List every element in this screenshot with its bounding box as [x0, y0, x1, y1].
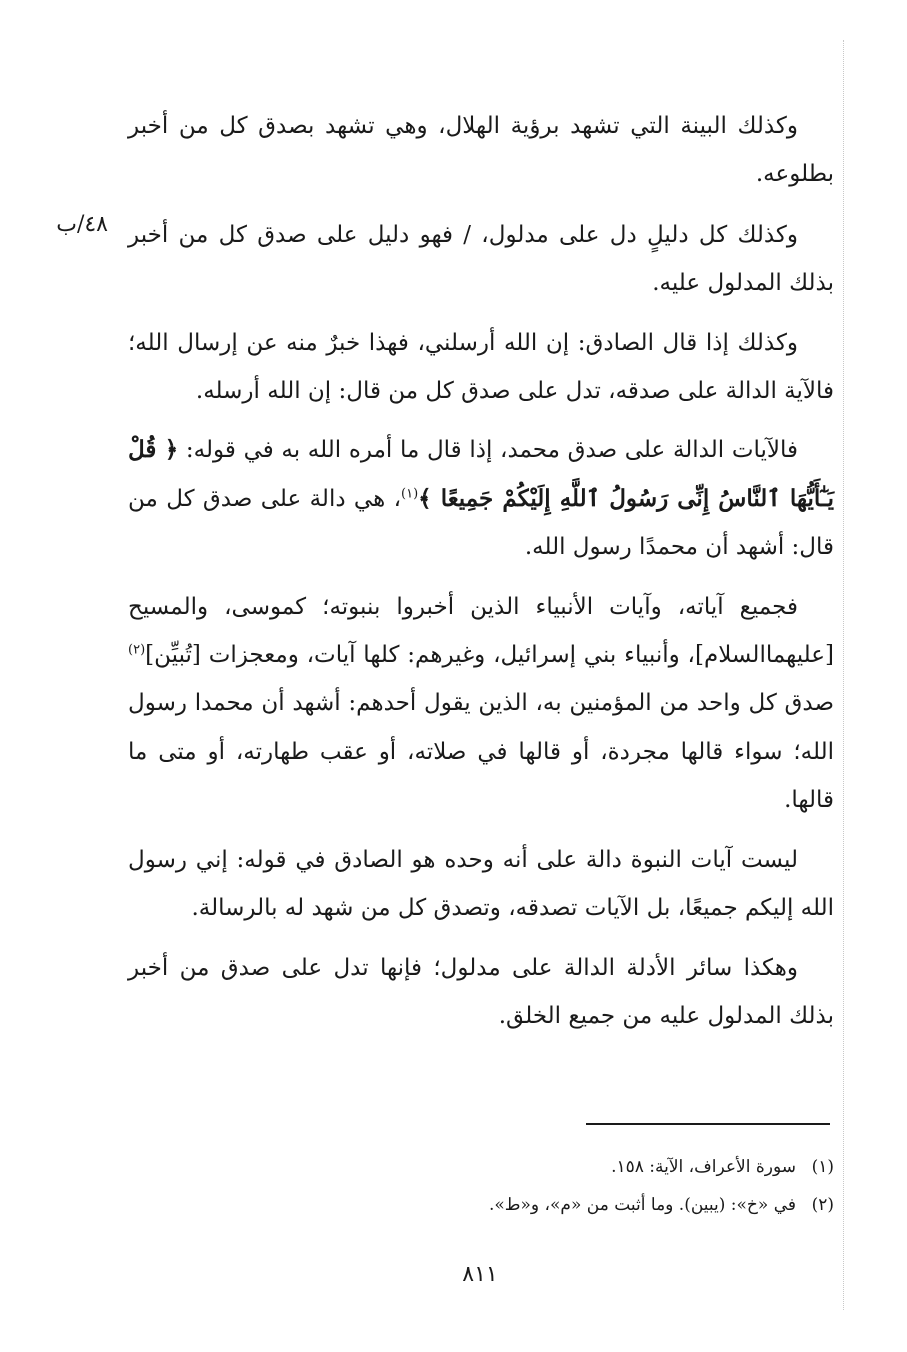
page-number: ٨١١: [462, 1262, 498, 1287]
quran-verse: ﴿ قُلْ يَـٰٓأَيُّهَا ٱلنَّاسُ إِنِّى رَسُولُ ٱللَّهِ إِلَيْكُمْ جَمِيعًا ﴾: [128, 436, 834, 512]
footnote-ref-2: (٢): [128, 642, 146, 658]
footnote-separator: [586, 1123, 830, 1125]
footnote-2-number: (٢): [811, 1195, 834, 1215]
main-text: [128, 102, 834, 1051]
paragraph-4-after: ، هي دالة على صدق كل من قال: أشهد أن محمدًا رسول الله.: [128, 485, 834, 561]
footnote-1-number: (١): [811, 1157, 834, 1177]
paragraph-4-before: فالآيات الدالة على صدق محمد، إذا قال ما أمره الله به في قوله:: [178, 437, 798, 464]
paragraph-7: وهكذا سائر الأدلة الدالة على مدلول؛ فإنها تدل على صدق من أخبر بذلك المدلول عليه من جميع الخلق.: [128, 954, 834, 1029]
page-edge-dotted-line: [843, 40, 844, 1310]
manuscript-folio-marker: ٤٨/ب: [56, 212, 108, 237]
footnote-1-text: سورة الأعراف، الآية: ١٥٨.: [611, 1157, 796, 1177]
paragraph-3: وكذلك إذا قال الصادق: إن الله أرسلني، فهذا خبرٌ منه عن إرسال الله؛ فالآية الدالة على صدقه، تدل على صدق كل من قال: إن الله أرسله.: [128, 329, 834, 405]
paragraph-1: وكذلك البينة التي تشهد برؤية الهلال، وهي تشهد بصدق كل من أخبر بطلوعه.: [128, 113, 834, 188]
paragraph-5-after: صدق كل واحد من المؤمنين به، الذين يقول أحدهم: أشهد أن محمدا رسول الله؛ سواء قالها مجردة، أو قالها في صلاته، أو عقب طهارته، أو متى ما قالها.: [128, 690, 834, 814]
footnotes: [400, 1148, 834, 1224]
paragraph-6: ليست آيات النبوة دالة على أنه وحده هو الصادق في قوله: إني رسول الله إليكم جميعًا، بل الآيات تصدقه، وتصدق كل من شهد له بالرسالة.: [128, 846, 834, 922]
footnote-ref-1: (١): [401, 486, 419, 502]
paragraph-4: [128, 426, 834, 571]
paragraph-2: وكذلك كل دليلٍ دل على مدلول، / فهو دليل على صدق كل من أخبر بذلك المدلول عليه.: [128, 221, 834, 297]
paragraph-5: [128, 583, 834, 825]
footnote-1: [400, 1148, 834, 1186]
paragraph-5-before: فجميع آياته، وآيات الأنبياء الذين أخبروا بنبوته؛ كموسى، والمسيح [عليهماالسلام]، وأنبياء بني إسرائيل، وغيرهم: كلها آيات، ومعجزات [تُبيِّن]: [128, 593, 834, 669]
footnote-2-text: في «خ»: (يبين). وما أثبت من «م»، و«ط».: [489, 1195, 796, 1215]
footnote-2: [400, 1186, 834, 1224]
